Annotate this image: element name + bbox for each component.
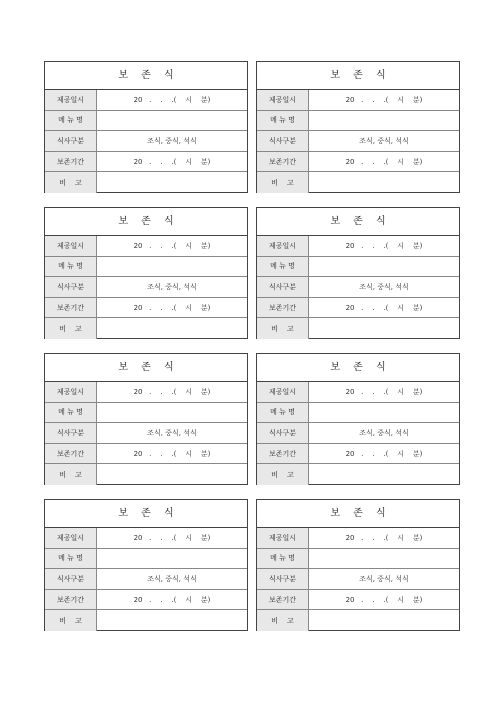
meal-type-row	[45, 423, 247, 444]
storage-period-row	[45, 298, 247, 319]
storage-period-label: 보존기간	[257, 298, 309, 318]
menu-name-label: 메 뉴 명	[257, 257, 309, 277]
menu-name-row	[45, 549, 247, 570]
remarks-field[interactable]	[97, 172, 247, 193]
meal-type-field[interactable]: 조식, 중식, 석식	[147, 136, 197, 145]
meal-type-field[interactable]: 조식, 중식, 석식	[147, 282, 197, 291]
remarks-row	[45, 172, 247, 193]
storage-period-field[interactable]: 20 . . .( 시 분)	[133, 157, 211, 166]
card-title: 보 존 식	[257, 354, 459, 382]
serve-datetime-label: 제공일시	[257, 528, 309, 548]
remarks-field[interactable]	[97, 318, 247, 339]
label-card	[44, 353, 248, 485]
storage-period-label: 보존기간	[45, 590, 97, 610]
label-card	[256, 207, 460, 339]
label-card	[256, 353, 460, 485]
label-card	[44, 499, 248, 631]
menu-name-label: 메 뉴 명	[45, 403, 97, 423]
storage-period-label: 보존기간	[257, 590, 309, 610]
remarks-label: 비 고	[257, 610, 309, 631]
serve-datetime-label: 제공일시	[45, 90, 97, 110]
serve-datetime-label: 제공일시	[45, 528, 97, 548]
storage-period-row	[45, 590, 247, 611]
menu-name-label: 메 뉴 명	[257, 403, 309, 423]
remarks-label: 비 고	[45, 610, 97, 631]
storage-period-row	[257, 444, 459, 465]
meal-type-field[interactable]: 조식, 중식, 석식	[359, 136, 409, 145]
meal-type-row	[45, 131, 247, 152]
card-title: 보 존 식	[257, 62, 459, 90]
menu-name-label: 메 뉴 명	[45, 257, 97, 277]
menu-name-row	[257, 111, 459, 132]
card-title: 보 존 식	[257, 500, 459, 528]
storage-period-label: 보존기간	[45, 298, 97, 318]
menu-name-field[interactable]	[309, 111, 459, 131]
serve-datetime-field[interactable]: 20 . . .( 시 분)	[133, 387, 211, 396]
remarks-label: 비 고	[257, 172, 309, 193]
storage-period-field[interactable]: 20 . . .( 시 분)	[345, 303, 423, 312]
storage-period-row	[257, 152, 459, 173]
meal-type-label: 식사구분	[45, 423, 97, 443]
meal-type-label: 식사구분	[257, 423, 309, 443]
storage-period-field[interactable]: 20 . . .( 시 분)	[133, 303, 211, 312]
storage-period-label: 보존기간	[257, 444, 309, 464]
menu-name-row	[45, 111, 247, 132]
storage-period-row	[257, 298, 459, 319]
meal-type-label: 식사구분	[257, 569, 309, 589]
serve-datetime-row	[45, 90, 247, 111]
card-title: 보 존 식	[45, 500, 247, 528]
label-card	[256, 499, 460, 631]
remarks-row	[45, 610, 247, 631]
storage-period-field[interactable]: 20 . . .( 시 분)	[345, 449, 423, 458]
serve-datetime-field[interactable]: 20 . . .( 시 분)	[133, 241, 211, 250]
remarks-field[interactable]	[97, 464, 247, 485]
remarks-label: 비 고	[45, 464, 97, 485]
menu-name-field[interactable]	[97, 257, 247, 277]
remarks-field[interactable]	[97, 610, 247, 631]
meal-type-row	[257, 423, 459, 444]
remarks-field[interactable]	[309, 318, 459, 339]
serve-datetime-label: 제공일시	[257, 90, 309, 110]
menu-name-field[interactable]	[309, 549, 459, 569]
meal-type-field[interactable]: 조식, 중식, 석식	[359, 574, 409, 583]
storage-period-row	[45, 444, 247, 465]
label-card	[256, 61, 460, 193]
serve-datetime-label: 제공일시	[45, 236, 97, 256]
serve-datetime-field[interactable]: 20 . . .( 시 분)	[345, 387, 423, 396]
card-title: 보 존 식	[257, 208, 459, 236]
serve-datetime-row	[45, 236, 247, 257]
serve-datetime-row	[45, 382, 247, 403]
card-title: 보 존 식	[45, 208, 247, 236]
serve-datetime-label: 제공일시	[45, 382, 97, 402]
meal-type-row	[45, 277, 247, 298]
remarks-row	[257, 172, 459, 193]
storage-period-field[interactable]: 20 . . .( 시 분)	[345, 157, 423, 166]
meal-type-field[interactable]: 조식, 중식, 석식	[359, 428, 409, 437]
remarks-field[interactable]	[309, 172, 459, 193]
serve-datetime-field[interactable]: 20 . . .( 시 분)	[345, 533, 423, 542]
label-card	[44, 207, 248, 339]
menu-name-field[interactable]	[97, 403, 247, 423]
menu-name-field[interactable]	[309, 403, 459, 423]
menu-name-field[interactable]	[97, 111, 247, 131]
menu-name-field[interactable]	[97, 549, 247, 569]
storage-period-field[interactable]: 20 . . .( 시 분)	[133, 449, 211, 458]
serve-datetime-row	[257, 236, 459, 257]
remarks-row	[257, 318, 459, 339]
remarks-label: 비 고	[257, 318, 309, 339]
remarks-label: 비 고	[257, 464, 309, 485]
remarks-label: 비 고	[45, 318, 97, 339]
storage-period-field[interactable]: 20 . . .( 시 분)	[133, 595, 211, 604]
storage-period-label: 보존기간	[257, 152, 309, 172]
meal-type-row	[45, 569, 247, 590]
menu-name-label: 메 뉴 명	[257, 111, 309, 131]
serve-datetime-field[interactable]: 20 . . .( 시 분)	[345, 241, 423, 250]
meal-type-label: 식사구분	[257, 277, 309, 297]
card-title: 보 존 식	[45, 62, 247, 90]
remarks-field[interactable]	[309, 610, 459, 631]
storage-period-row	[257, 590, 459, 611]
storage-period-field[interactable]: 20 . . .( 시 분)	[345, 595, 423, 604]
meal-type-field[interactable]: 조식, 중식, 석식	[147, 428, 197, 437]
serve-datetime-label: 제공일시	[257, 382, 309, 402]
meal-type-row	[257, 569, 459, 590]
serve-datetime-row	[257, 90, 459, 111]
storage-period-label: 보존기간	[45, 444, 97, 464]
menu-name-row	[257, 257, 459, 278]
remarks-row	[257, 464, 459, 485]
card-title: 보 존 식	[45, 354, 247, 382]
menu-name-row	[257, 549, 459, 570]
serve-datetime-row	[45, 528, 247, 549]
meal-type-field[interactable]: 조식, 중식, 석식	[359, 282, 409, 291]
label-card	[44, 61, 248, 193]
menu-name-label: 메 뉴 명	[45, 111, 97, 131]
serve-datetime-label: 제공일시	[257, 236, 309, 256]
remarks-row	[45, 318, 247, 339]
storage-period-row	[45, 152, 247, 173]
meal-type-label: 식사구분	[257, 131, 309, 151]
meal-type-row	[257, 277, 459, 298]
menu-name-row	[257, 403, 459, 424]
meal-type-label: 식사구분	[45, 277, 97, 297]
remarks-row	[257, 610, 459, 631]
menu-name-row	[45, 403, 247, 424]
serve-datetime-row	[257, 382, 459, 403]
remarks-label: 비 고	[45, 172, 97, 193]
menu-name-label: 메 뉴 명	[257, 549, 309, 569]
serve-datetime-field[interactable]: 20 . . .( 시 분)	[133, 533, 211, 542]
meal-type-label: 식사구분	[45, 131, 97, 151]
meal-type-row	[257, 131, 459, 152]
serve-datetime-row	[257, 528, 459, 549]
remarks-field[interactable]	[309, 464, 459, 485]
menu-name-label: 메 뉴 명	[45, 549, 97, 569]
menu-name-row	[45, 257, 247, 278]
serve-datetime-field[interactable]: 20 . . .( 시 분)	[133, 95, 211, 104]
menu-name-field[interactable]	[309, 257, 459, 277]
meal-type-label: 식사구분	[45, 569, 97, 589]
storage-period-label: 보존기간	[45, 152, 97, 172]
serve-datetime-field[interactable]: 20 . . .( 시 분)	[345, 95, 423, 104]
remarks-row	[45, 464, 247, 485]
meal-type-field[interactable]: 조식, 중식, 석식	[147, 574, 197, 583]
